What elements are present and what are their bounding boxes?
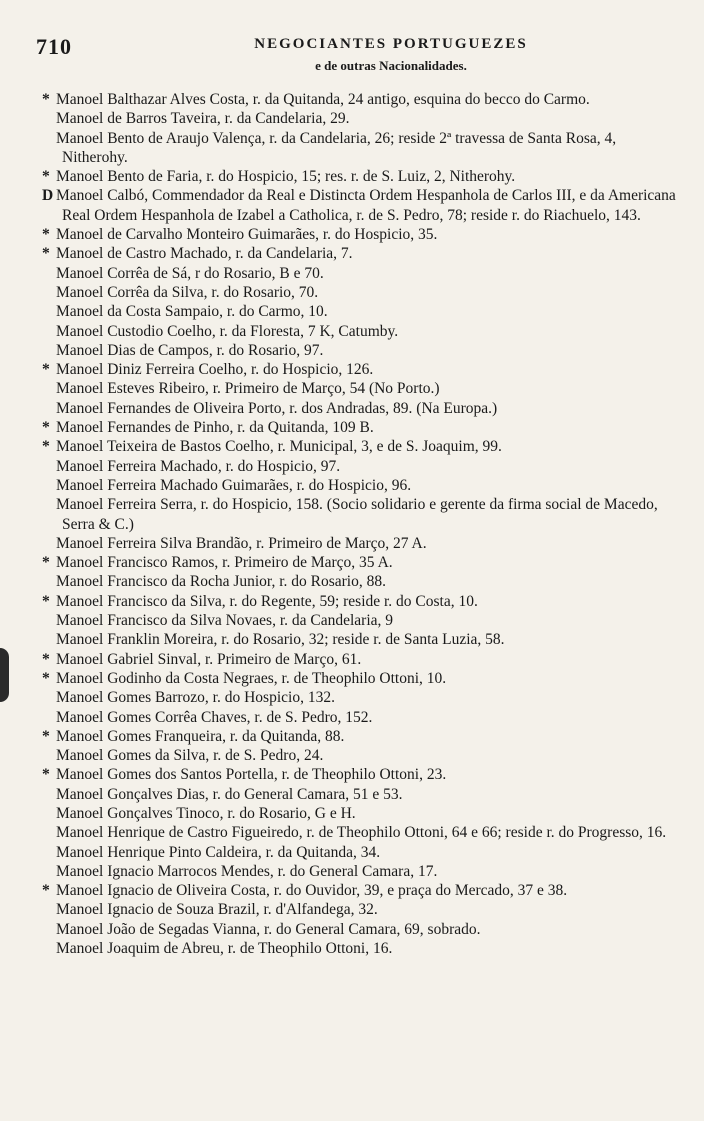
page-header xyxy=(36,30,696,80)
entry-text: Manoel Esteves Ribeiro, r. Primeiro de Março, 54 (No Porto.) xyxy=(56,380,440,398)
list-item xyxy=(36,592,682,611)
entry-text: Manoel Teixeira de Bastos Coelho, r. Municipal, 3, e de S. Joaquim, 99. xyxy=(56,438,502,456)
entry-text: Manoel Ferreira Machado, r. do Hospicio, 97. xyxy=(56,457,341,475)
entry-list xyxy=(36,90,682,958)
list-item xyxy=(36,804,682,823)
entry-text: Manoel Fernandes de Oliveira Porto, r. dos Andradas, 89. (Na Europa.) xyxy=(56,399,498,417)
page-number: 710 xyxy=(36,34,72,59)
list-item xyxy=(36,862,682,881)
entry-text: Manoel Francisco Ramos, r. Primeiro de Março, 35 A. xyxy=(56,554,393,572)
entry-text: Manoel Dias de Campos, r. do Rosario, 97. xyxy=(56,341,324,359)
list-item xyxy=(36,129,682,168)
list-item xyxy=(36,611,682,630)
list-item xyxy=(36,476,682,495)
entry-marker: * xyxy=(42,168,50,186)
entry-text: Manoel Franklin Moreira, r. do Rosario, 32; reside r. de Santa Luzia, 58. xyxy=(56,631,505,649)
entry-text: Manoel Bento de Araujo Valença, r. da Candelaria, 26; reside 2ª travessa de Santa Rosa, 4, Nitherohy. xyxy=(56,129,617,166)
entry-marker: * xyxy=(42,727,50,745)
entry-text: Manoel Gomes da Silva, r. de S. Pedro, 24. xyxy=(56,747,324,765)
list-item xyxy=(36,823,682,842)
running-title: NEGOCIANTES PORTUGUEZES xyxy=(254,36,528,52)
list-item xyxy=(36,688,682,707)
entry-text: Manoel Corrêa da Silva, r. do Rosario, 70. xyxy=(56,283,319,301)
entry-marker: * xyxy=(42,650,50,668)
list-item xyxy=(36,765,682,784)
list-item xyxy=(36,399,682,418)
entry-marker: * xyxy=(42,592,50,610)
entry-text: Manoel Bento de Faria, r. do Hospicio, 15; res. r. de S. Luiz, 2, Nitherohy. xyxy=(56,168,516,186)
entry-text: Manoel João de Segadas Vianna, r. do General Camara, 69, sobrado. xyxy=(56,920,481,938)
entry-text: Manoel Ferreira Machado Guimarães, r. do Hospicio, 96. xyxy=(56,476,412,494)
entry-marker: * xyxy=(42,554,50,572)
list-item xyxy=(36,746,682,765)
entry-text: Manoel Gomes Corrêa Chaves, r. de S. Pedro, 152. xyxy=(56,708,373,726)
entry-text: Manoel Henrique de Castro Figueiredo, r. de Theophilo Ottoni, 64 e 66; reside r. do Progresso, 16. xyxy=(56,824,667,842)
entry-text: Manoel Joaquim de Abreu, r. de Theophilo Ottoni, 16. xyxy=(56,940,393,958)
entry-text: Manoel Francisco da Rocha Junior, r. do Rosario, 88. xyxy=(56,573,386,591)
entry-text: Manoel Francisco da Silva Novaes, r. da Candelaria, 9 xyxy=(56,612,394,630)
list-item xyxy=(36,302,682,321)
list-item xyxy=(36,495,682,534)
list-item xyxy=(36,244,682,263)
list-item xyxy=(36,186,682,225)
entry-text: Manoel Custodio Coelho, r. da Floresta, 7 K, Catumby. xyxy=(56,322,399,340)
entry-marker: * xyxy=(42,669,50,687)
list-item xyxy=(36,360,682,379)
list-item xyxy=(36,264,682,283)
list-item xyxy=(36,457,682,476)
list-item xyxy=(36,225,682,244)
entry-text: Manoel Calbó, Commendador da Real e Distincta Ordem Hespanhola de Carlos III, e da Americana Real Ordem Hespanhola de Izabel a Catholica, r. de S. Pedro, 78; reside r. do Riachuelo, 143. xyxy=(56,187,676,224)
entry-text: Manoel Gomes Barrozo, r. do Hospicio, 132. xyxy=(56,689,335,707)
list-item xyxy=(36,669,682,688)
list-item xyxy=(36,900,682,919)
list-item xyxy=(36,341,682,360)
entry-text: Manoel Ignacio de Oliveira Costa, r. do Ouvidor, 39, e praça do Mercado, 37 e 38. xyxy=(56,882,568,900)
list-item xyxy=(36,843,682,862)
list-item xyxy=(36,553,682,572)
entry-text: Manoel Ignacio de Souza Brazil, r. d'Alfandega, 32. xyxy=(56,901,378,919)
list-item xyxy=(36,534,682,553)
entry-marker: * xyxy=(42,419,50,437)
list-item xyxy=(36,881,682,900)
entry-marker: * xyxy=(42,361,50,379)
list-item xyxy=(36,920,682,939)
list-item xyxy=(36,785,682,804)
entry-text: Manoel Godinho da Costa Negraes, r. de Theophilo Ottoni, 10. xyxy=(56,669,447,687)
entry-text: Manoel de Castro Machado, r. da Candelaria, 7. xyxy=(56,245,353,263)
list-item xyxy=(36,90,682,109)
entry-text: Manoel Corrêa de Sá, r do Rosario, B e 70. xyxy=(56,264,324,282)
entry-text: Manoel Gomes Franqueira, r. da Quitanda, 88. xyxy=(56,727,345,745)
list-item xyxy=(36,322,682,341)
list-item xyxy=(36,418,682,437)
running-subtitle: e de outras Nacionalidades. xyxy=(315,58,467,73)
list-item xyxy=(36,379,682,398)
list-item xyxy=(36,630,682,649)
list-item xyxy=(36,939,682,958)
entry-text: Manoel Ignacio Marrocos Mendes, r. do General Camara, 17. xyxy=(56,862,438,880)
list-item xyxy=(36,109,682,128)
entry-text: Manoel Gonçalves Dias, r. do General Camara, 51 e 53. xyxy=(56,785,403,803)
ink-blot xyxy=(0,648,9,702)
entry-text: Manoel Gabriel Sinval, r. Primeiro de Março, 61. xyxy=(56,650,362,668)
entry-text: Manoel Diniz Ferreira Coelho, r. do Hospicio, 126. xyxy=(56,361,374,379)
entry-text: Manoel Francisco da Silva, r. do Regente, 59; reside r. do Costa, 10. xyxy=(56,592,478,610)
list-item xyxy=(36,283,682,302)
list-item xyxy=(36,650,682,669)
list-item xyxy=(36,437,682,456)
entry-text: Manoel Ferreira Silva Brandão, r. Primeiro de Março, 27 A. xyxy=(56,534,427,552)
entry-marker: * xyxy=(42,766,50,784)
entry-marker: * xyxy=(42,245,50,263)
entry-text: Manoel Ferreira Serra, r. do Hospicio, 158. (Socio solidario e gerente da firma social de Macedo, Serra & C.) xyxy=(56,496,658,533)
entry-marker: * xyxy=(42,882,50,900)
list-item xyxy=(36,167,682,186)
entry-text: Manoel de Barros Taveira, r. da Candelaria, 29. xyxy=(56,110,350,128)
list-item xyxy=(36,572,682,591)
entry-marker: D xyxy=(42,187,54,205)
list-item xyxy=(36,727,682,746)
entry-text: Manoel da Costa Sampaio, r. do Carmo, 10. xyxy=(56,303,328,321)
entry-text: Manoel Gonçalves Tinoco, r. do Rosario, G e H. xyxy=(56,804,356,822)
list-item xyxy=(36,708,682,727)
entry-text: Manoel Gomes dos Santos Portella, r. de Theophilo Ottoni, 23. xyxy=(56,766,447,784)
entry-text: Manoel de Carvalho Monteiro Guimarães, r. do Hospicio, 35. xyxy=(56,226,438,244)
entry-marker: * xyxy=(42,226,50,244)
entry-text: Manoel Henrique Pinto Caldeira, r. da Quitanda, 34. xyxy=(56,843,381,861)
entry-marker: * xyxy=(42,91,50,108)
entry-text: Manoel Balthazar Alves Costa, r. da Quitanda, 24 antigo, esquina do becco do Carmo. xyxy=(56,91,590,108)
entry-text: Manoel Fernandes de Pinho, r. da Quitanda, 109 B. xyxy=(56,419,374,437)
entry-marker: * xyxy=(42,438,50,456)
